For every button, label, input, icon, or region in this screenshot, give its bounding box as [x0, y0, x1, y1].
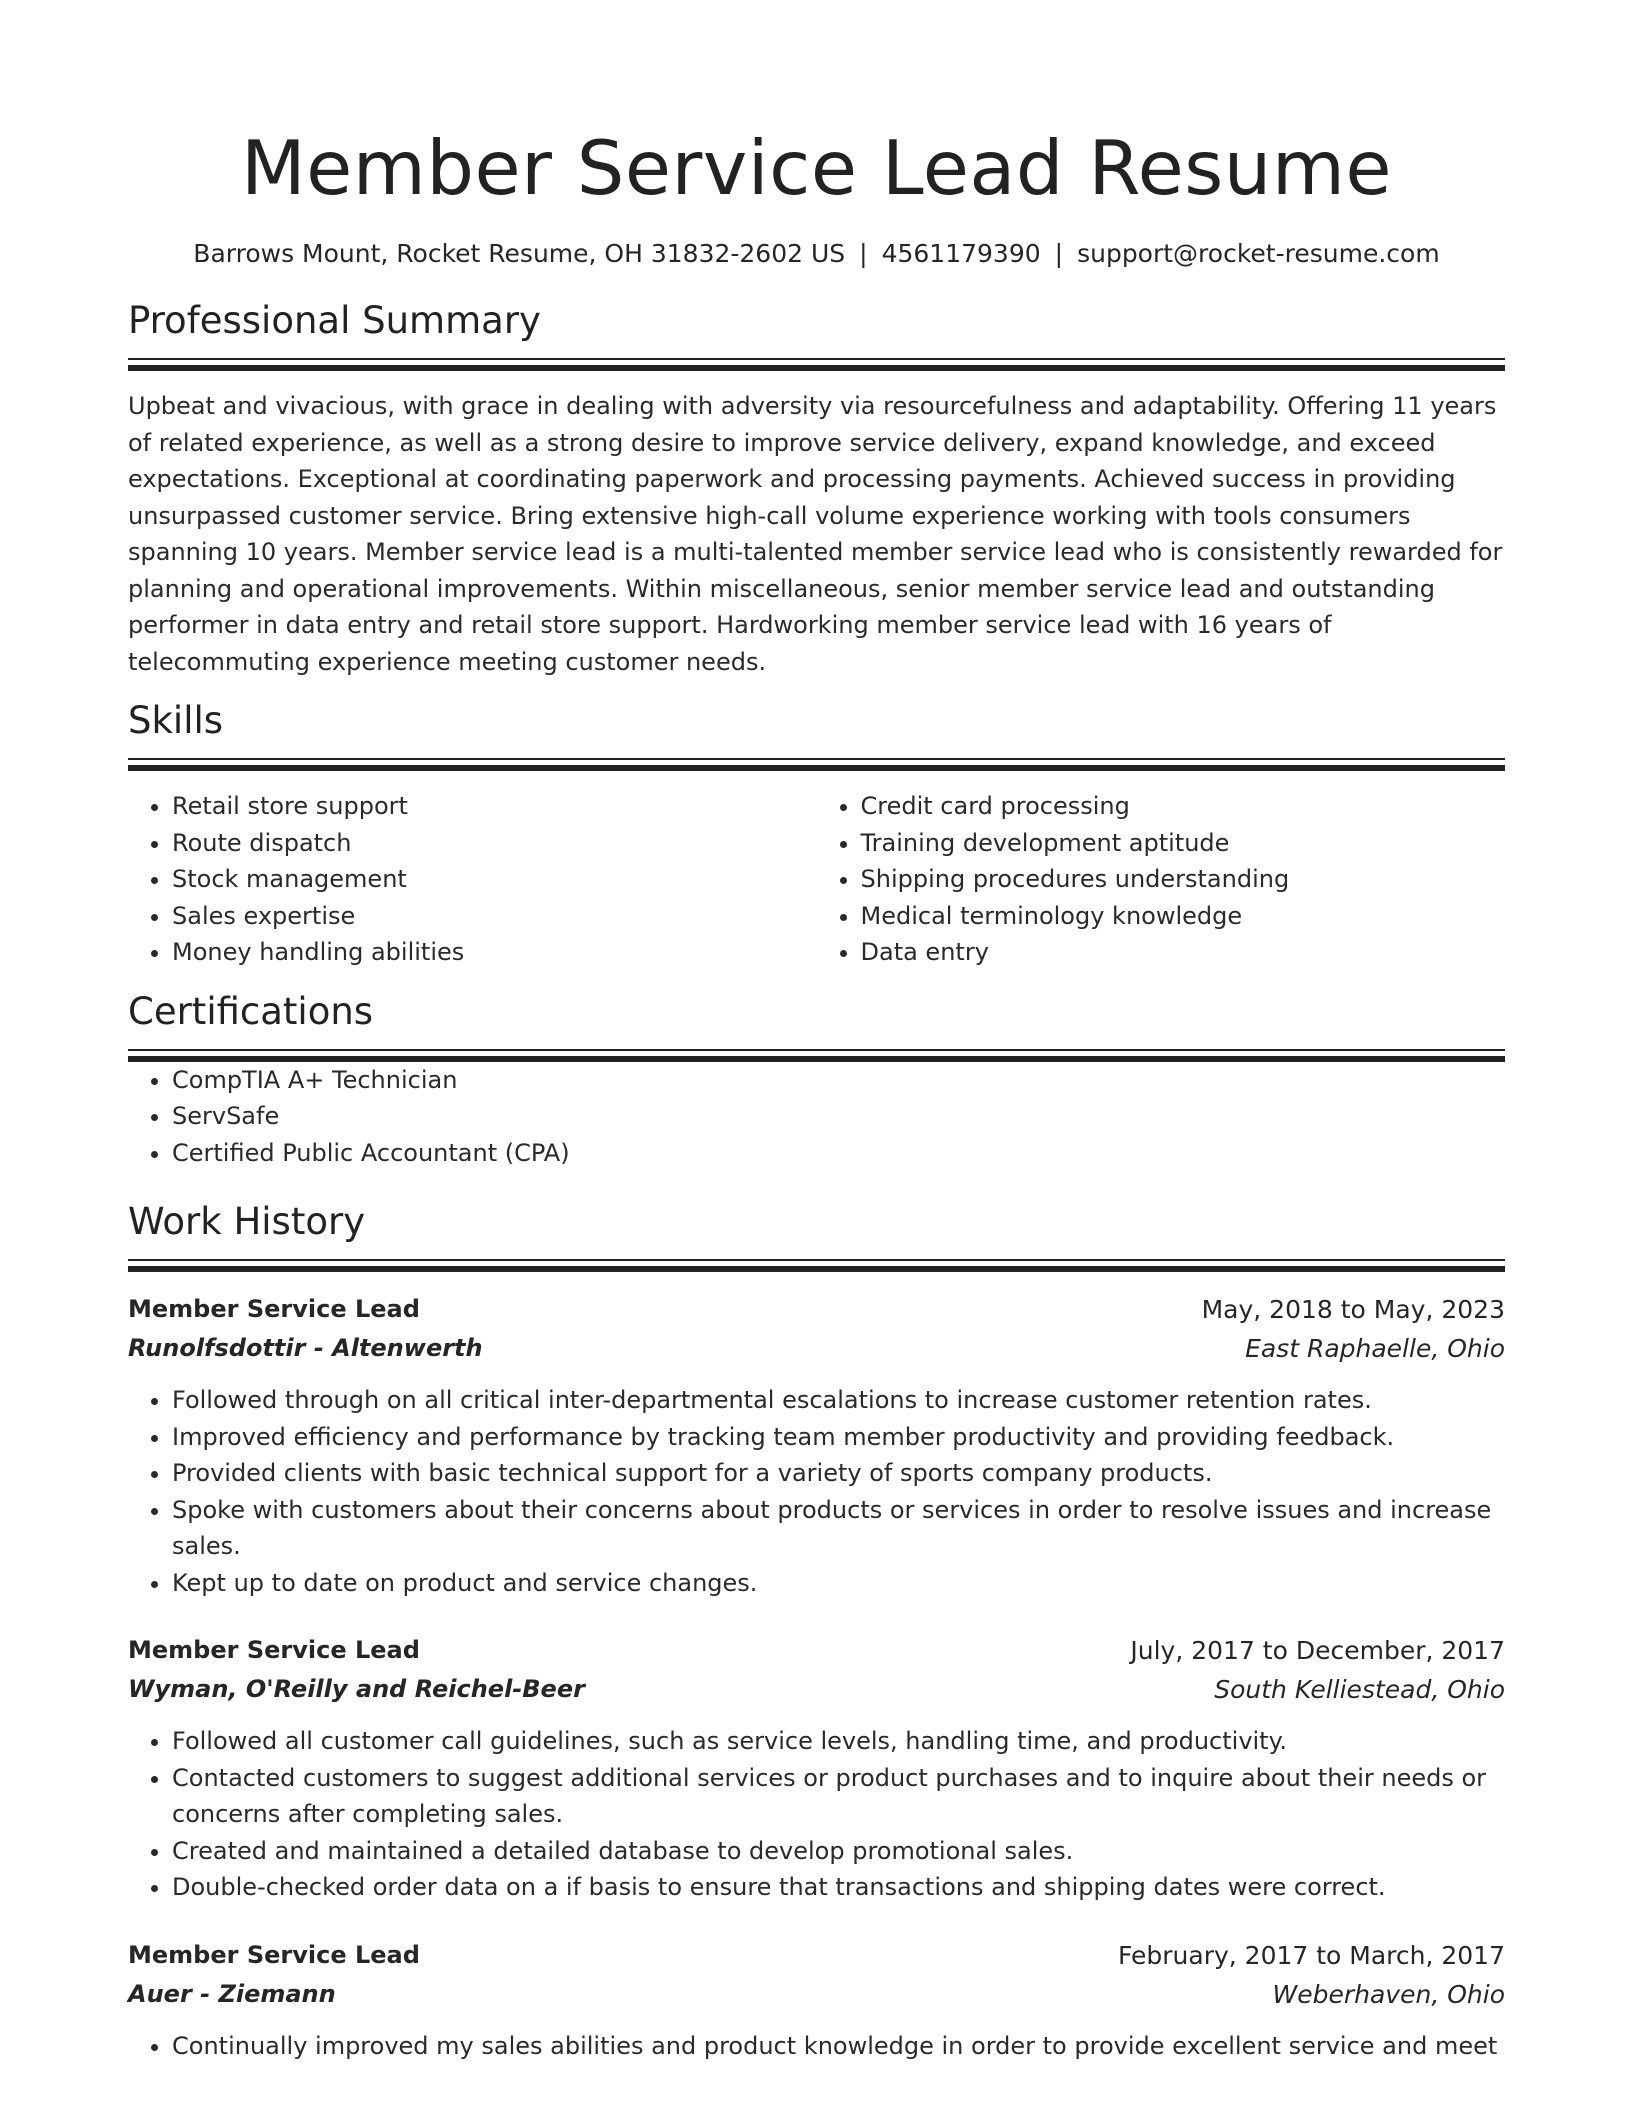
section-divider [128, 358, 1505, 371]
contact-line [128, 236, 1505, 272]
contact-email: support@rocket-resume.com [1077, 239, 1440, 268]
section-heading-summary: Professional Summary [128, 299, 541, 342]
skill-item: • Shipping procedures understanding [861, 861, 1506, 898]
job-bullet: • Improved efficiency and performance by tracking team member productivity and providing feedback. [172, 1419, 1505, 1456]
job-bullet: • Followed through on all critical inter-departmental escalations to increase customer retention rates. [172, 1382, 1505, 1419]
job-subheader-row [128, 1975, 1505, 2014]
skill-item: • Route dispatch [172, 825, 817, 862]
job-title: Member Service Lead [128, 1940, 420, 1969]
skill-item: • Money handling abilities [172, 934, 817, 971]
job-header-row [128, 1936, 1505, 1975]
summary-section [128, 296, 1505, 680]
section-heading-skills: Skills [128, 699, 224, 742]
job-bullet: • Double-checked order data on a if basis to ensure that transactions and shipping dates were correct. [172, 1869, 1505, 1906]
skills-list-left [128, 788, 817, 971]
skill-item: • Sales expertise [172, 898, 817, 935]
job-location: Weberhaven, Ohio [1272, 1979, 1505, 2009]
job-subheader-row [128, 1329, 1505, 1368]
job-company: Auer - Ziemann [128, 1979, 336, 2008]
job-dates: February, 2017 to March, 2017 [1117, 1940, 1505, 1970]
certification-item: • Certified Public Accountant (CPA) [172, 1135, 1505, 1172]
job-dates: July, 2017 to December, 2017 [1130, 1636, 1505, 1665]
job-subheader-row [128, 1670, 1505, 1709]
job-header-row [128, 1631, 1505, 1670]
job-bullet: • Spoke with customers about their concerns about products or services in order to resolve issues and increase sales. [172, 1492, 1505, 1565]
job-entry [128, 1290, 1505, 1601]
section-divider [128, 758, 1505, 771]
contact-separator: | [1054, 239, 1064, 268]
resume-title: Member Service Lead Resume [240, 124, 1393, 212]
work-history-section [128, 1197, 1505, 2064]
job-bullets [128, 2028, 1505, 2065]
job-bullet: • Kept up to date on product and service changes. [172, 1565, 1505, 1602]
section-heading-certifications: Certifications [128, 989, 374, 1033]
job-entry [128, 1631, 1505, 1906]
section-divider [128, 1259, 1505, 1272]
job-bullet: • Contacted customers to suggest additional services or product purchases and to inquire about their needs or concerns after completing sales. [172, 1760, 1505, 1833]
contact-address: Barrows Mount, Rocket Resume, OH 31832-2602 US [193, 239, 846, 268]
job-bullet: • Continually improved my sales abilities and product knowledge in order to provide excellent service and meet [172, 2028, 1505, 2065]
job-location: South Kelliestead, Ohio [1214, 1675, 1505, 1704]
certification-item: • ServSafe [172, 1098, 1505, 1135]
skills-list-right [817, 788, 1506, 971]
job-title: Member Service Lead [128, 1636, 420, 1664]
job-dates: May, 2018 to May, 2023 [1201, 1295, 1505, 1324]
job-location: East Raphaelle, Ohio [1245, 1334, 1505, 1363]
certifications-list [128, 1062, 1505, 1172]
section-heading-work-history: Work History [128, 1200, 366, 1243]
job-bullets [128, 1382, 1505, 1601]
section-divider [128, 1049, 1505, 1062]
job-entry [128, 1936, 1505, 2065]
job-bullet: • Followed all customer call guidelines, such as service levels, handling time, and productivity. [172, 1723, 1505, 1760]
skill-item: • Training development aptitude [861, 825, 1506, 862]
job-company: Runolfsdottir - Altenwerth [128, 1334, 483, 1362]
job-bullets [128, 1723, 1505, 1906]
skill-item: • Medical terminology knowledge [861, 898, 1506, 935]
certification-item: • CompTIA A+ Technician [172, 1062, 1505, 1099]
contact-separator: | [859, 239, 868, 268]
job-bullet: • Created and maintained a detailed database to develop promotional sales. [172, 1833, 1505, 1870]
summary-text: Upbeat and vivacious, with grace in dealing with adversity via resourcefulness and adaptability. Offering 11 years of related experience, as well as a strong desire to improve service delivery, expand knowledge, and exceed expectations. Exceptional at coordinating paperwork and processing payments. Achieved success in providing unsurpassed customer service. Bring extensive high-call volume experience working with tools consumers spanning 10 years. Member service lead is a multi-talented member service lead who is consistently rewarded for planning and operational improvements. Within miscellaneous, senior member service lead and outstanding performer in data entry and retail store support. Hardworking member service lead with 16 years of telecommuting experience meeting customer needs. [128, 392, 1503, 676]
job-title: Member Service Lead [128, 1295, 420, 1323]
skills-grid [128, 788, 1505, 971]
skill-item: • Data entry [861, 934, 1506, 971]
skills-section [128, 696, 1505, 971]
job-header-row [128, 1290, 1505, 1329]
skill-item: • Credit card processing [861, 788, 1506, 825]
skill-item: • Retail store support [172, 788, 817, 825]
certifications-section [128, 987, 1505, 1172]
skill-item: • Stock management [172, 861, 817, 898]
job-company: Wyman, O'Reilly and Reichel-Beer [128, 1675, 585, 1703]
job-bullet: • Provided clients with basic technical support for a variety of sports company products. [172, 1455, 1505, 1492]
contact-phone: 4561179390 [881, 239, 1041, 268]
resume-page [128, 0, 1505, 2064]
